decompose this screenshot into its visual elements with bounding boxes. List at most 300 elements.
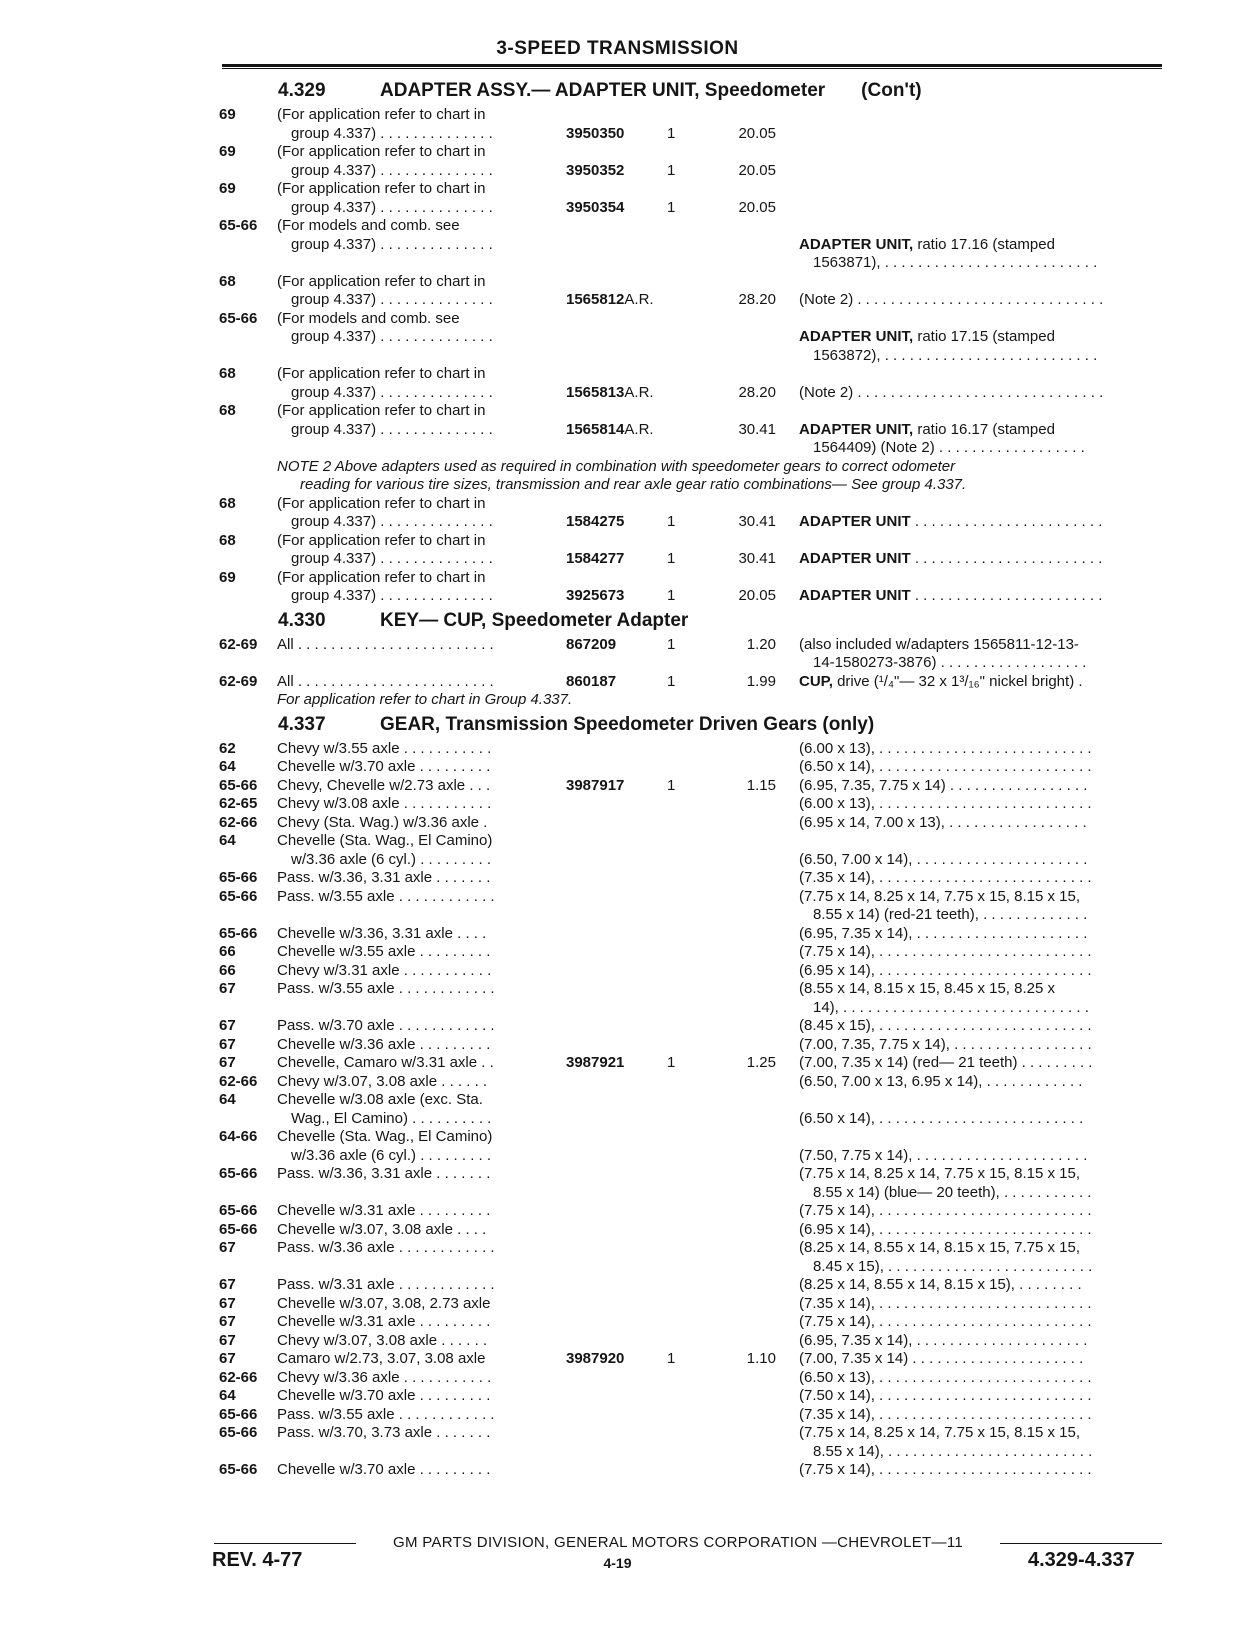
table-row (0, 217, 1235, 273)
table-row (0, 1350, 1235, 1369)
description-line: group 4.337) . . . . . . . . . . . . . . (291, 124, 493, 142)
description-line: (For application refer to chart in (277, 106, 486, 123)
description-line: Chevy (Sta. Wag.) w/3.36 axle . (277, 813, 488, 831)
description-line: (For application refer to chart in (277, 365, 486, 382)
application-description (277, 1369, 542, 1388)
application-description (277, 1461, 542, 1480)
part-detail: (7.35 x 14), . . . . . . . . . . . . . . . . . . . . . . . . . . (799, 1294, 1092, 1312)
part-description (799, 1036, 1161, 1055)
part-number (566, 421, 654, 440)
part-detail: (also included w/adapters 1565811-12-13- (799, 635, 1079, 653)
part-description-line (799, 1239, 1161, 1258)
description-line: Wag., El Camino) . . . . . . . . . . (291, 1109, 492, 1127)
group-title-text: ADAPTER ASSY.— ADAPTER UNIT, Speedometer (380, 80, 826, 101)
table-row (0, 962, 1235, 981)
part-number (566, 636, 616, 655)
part-detail: (6.00 x 13), . . . . . . . . . . . . . . . . . . . . . . . . . . (799, 795, 1092, 812)
model-years: 62-66 (219, 1072, 258, 1090)
part-detail: . . . . . . . . . . . . . . . . . . . . . . . (910, 513, 1103, 530)
part-description (799, 1461, 1161, 1480)
part-detail: (6.50 x 14), . . . . . . . . . . . . . . . . . . . . . . . . . . (799, 758, 1092, 775)
description-line: group 4.337) . . . . . . . . . . . . . . (291, 420, 493, 438)
part-description-line (799, 1165, 1161, 1184)
part-description-line (799, 636, 1161, 655)
model-years: 68 (219, 494, 236, 512)
model-years: 62 (219, 739, 236, 757)
part-description-line (799, 254, 1161, 273)
table-row (0, 532, 1235, 569)
group-heading (0, 710, 1235, 740)
part-detail: 1564409) (Note 2) . . . . . . . . . . . . . . . . . . (813, 439, 1085, 456)
part-detail: (6.95 x 14), . . . . . . . . . . . . . . . . . . . . . . . . . . (799, 1220, 1092, 1238)
part-detail: . . . . . . . . . . . . . . . . . . . . . . . (910, 550, 1103, 567)
application-description (277, 1295, 542, 1314)
table-row (0, 832, 1235, 869)
group-number: 4.329 (278, 80, 326, 101)
part-description-line (799, 347, 1161, 366)
model-years: 62-69 (219, 672, 258, 690)
group-suffix: (Con't) (861, 80, 922, 101)
list-price: 30.41 (738, 550, 776, 567)
part-description (799, 1165, 1161, 1202)
part-number-value: 3987917 (566, 776, 625, 794)
part-description-line (799, 654, 1161, 673)
part-description (799, 402, 1161, 458)
part-description-line (799, 1091, 1161, 1110)
model-years: 65-66 (219, 1461, 258, 1478)
description-line: (For application refer to chart in (277, 531, 486, 549)
application-description (277, 1406, 542, 1425)
application-description (277, 1221, 542, 1240)
table-row (0, 402, 1235, 458)
part-detail: (Note 2) . . . . . . . . . . . . . . . . . . . . . . . . . . . . . . (799, 383, 1104, 401)
description-line: Chevy w/3.07, 3.08 axle . . . . . . (277, 1331, 488, 1349)
description-line: Chevelle (Sta. Wag., El Camino) (277, 832, 493, 849)
part-detail: (Note 2) . . . . . . . . . . . . . . . . . . . . . . . . . . . . . . (799, 291, 1104, 308)
part-description (799, 636, 1161, 673)
part-number-value: 1565812 (566, 291, 625, 308)
part-description-line (799, 814, 1161, 833)
quantity: 1 (667, 513, 676, 530)
quantity: 1 (667, 1350, 676, 1367)
part-description (799, 1128, 1161, 1165)
list-price: 1.25 (746, 1054, 776, 1071)
part-description-line (799, 550, 1161, 569)
part-description (799, 1387, 1161, 1406)
part-detail: 8.55 x 14) (red-21 teeth), . . . . . . . . . . . . . (813, 906, 1088, 923)
table-row (0, 1295, 1235, 1314)
part-detail: 14), . . . . . . . . . . . . . . . . . . . . . . . . . . . . . . (813, 998, 1089, 1016)
part-description (799, 1295, 1161, 1314)
part-detail: 8.55 x 14) (blue— 20 teeth), . . . . . . . . . . . (813, 1183, 1092, 1201)
part-number (566, 513, 624, 532)
part-description (799, 962, 1161, 981)
part-name: ADAPTER UNIT (799, 513, 911, 530)
model-years: 69 (219, 568, 236, 586)
part-description-line (799, 1258, 1161, 1277)
application-description (277, 1054, 542, 1073)
part-description (799, 814, 1161, 833)
page-title: 3-SPEED TRANSMISSION (496, 38, 739, 59)
parts-list (0, 76, 1235, 1480)
table-row (0, 636, 1235, 673)
description-line: Chevelle w/3.70 axle . . . . . . . . . (277, 758, 491, 775)
application-description (277, 365, 542, 402)
quantity: 1 (667, 672, 676, 690)
application-description (277, 888, 542, 907)
part-description (799, 795, 1161, 814)
part-description-line (799, 851, 1161, 870)
quantity-as-required: A.R. (624, 291, 654, 308)
quantity: 1 (667, 587, 676, 604)
part-description-line (799, 1313, 1161, 1332)
part-description-line (799, 291, 1161, 310)
part-description (799, 980, 1161, 1017)
part-number-value: 1584275 (566, 513, 625, 530)
part-number (566, 199, 624, 218)
description-line: Pass. w/3.36, 3.31 axle . . . . . . . (277, 1165, 491, 1182)
description-line: group 4.337) . . . . . . . . . . . . . . (291, 383, 493, 401)
part-number-value: 3950350 (566, 124, 625, 142)
table-row (0, 777, 1235, 796)
application-description (277, 1202, 542, 1221)
description-line: Chevelle w/3.70 axle . . . . . . . . . (277, 1461, 491, 1478)
description-line: (For application refer to chart in (277, 180, 486, 197)
table-row (0, 1165, 1235, 1202)
application-description (277, 962, 542, 981)
model-years: 69 (219, 180, 236, 197)
part-number-value: 3987921 (566, 1054, 625, 1071)
table-row (0, 1128, 1235, 1165)
group-range: 4.329-4.337 (1028, 1549, 1135, 1571)
part-number (566, 125, 624, 144)
revision-label: REV. 4-77 (212, 1549, 303, 1571)
description-line: Chevy w/3.36 axle . . . . . . . . . . . (277, 1368, 492, 1386)
table-row (0, 795, 1235, 814)
part-description-line (799, 673, 1161, 692)
group-title (380, 714, 874, 736)
model-years: 62-69 (219, 635, 258, 653)
part-detail: (8.45 x 15), . . . . . . . . . . . . . . . . . . . . . . . . . . (799, 1017, 1092, 1034)
table-row (0, 1461, 1235, 1480)
table-row (0, 925, 1235, 944)
model-years: 64 (219, 832, 236, 849)
part-detail: (7.75 x 14, 8.25 x 14, 7.75 x 15, 8.15 x 15, (799, 1424, 1081, 1441)
part-detail: (7.75 x 14), . . . . . . . . . . . . . . . . . . . . . . . . . . (799, 1202, 1092, 1219)
quantity: 1 (667, 776, 676, 794)
note-line: NOTE 2 Above adapters used as required in combination with speedometer gears to correct odometer (277, 457, 956, 475)
description-line: Chevelle w/3.31 axle . . . . . . . . . (277, 1313, 491, 1330)
part-detail: 14-1580273-3876) . . . . . . . . . . . . . . . . . . (813, 654, 1087, 671)
part-description-line (799, 421, 1161, 440)
part-description (799, 1406, 1161, 1425)
part-description-line (799, 495, 1161, 514)
table-row (0, 569, 1235, 606)
description-line: group 4.337) . . . . . . . . . . . . . . (291, 198, 493, 216)
part-description (799, 273, 1161, 310)
description-line: Chevy, Chevelle w/2.73 axle . . . (277, 776, 491, 794)
footer-publisher: GM PARTS DIVISION, GENERAL MOTORS CORPORATION —CHEVROLET—11 (392, 1534, 963, 1551)
part-name: CUP, (799, 672, 833, 690)
description-line: Pass. w/3.55 axle . . . . . . . . . . . . (277, 887, 495, 905)
part-description-line (799, 513, 1161, 532)
application-description (277, 402, 542, 439)
model-years: 64-66 (219, 1128, 258, 1145)
part-description (799, 1054, 1161, 1073)
model-years: 65-66 (219, 924, 258, 942)
quantity: 1 (667, 550, 676, 567)
model-years: 65-66 (219, 1405, 258, 1423)
model-years: 62-66 (219, 1368, 258, 1386)
part-detail: (6.95, 7.35, 7.75 x 14) . . . . . . . . . . . . . . . . . (799, 776, 1088, 794)
application-description (277, 1313, 542, 1332)
table-row (0, 273, 1235, 310)
application-description (277, 925, 542, 944)
application-description (277, 1036, 542, 1055)
application-description (277, 673, 542, 692)
list-price: 30.41 (738, 420, 776, 438)
description-line: Pass. w/3.55 axle . . . . . . . . . . . . (277, 980, 495, 997)
part-detail: ratio 16.17 (stamped (913, 420, 1055, 438)
part-description (799, 777, 1161, 796)
quantity-as-required: A.R. (624, 383, 654, 401)
part-description-line (799, 925, 1161, 944)
part-number-value: 3925673 (566, 587, 625, 604)
part-description-line (799, 1350, 1161, 1369)
part-description-line (799, 1443, 1161, 1462)
table-row (0, 1221, 1235, 1240)
list-price: 20.05 (738, 587, 776, 604)
part-description-line (799, 999, 1161, 1018)
description-line: Pass. w/3.36, 3.31 axle . . . . . . . (277, 869, 491, 886)
application-description (277, 832, 542, 869)
description-line: Chevelle w/3.36 axle . . . . . . . . . (277, 1035, 491, 1053)
description-line: group 4.337) . . . . . . . . . . . . . . (291, 513, 493, 530)
description-line: group 4.337) . . . . . . . . . . . . . . (291, 587, 493, 604)
part-description-line (799, 943, 1161, 962)
part-description (799, 1239, 1161, 1276)
part-detail: (7.35 x 14), . . . . . . . . . . . . . . . . . . . . . . . . . . (799, 1405, 1092, 1423)
description-line: (For models and comb. see (277, 309, 460, 327)
part-detail: (7.50, 7.75 x 14), . . . . . . . . . . . . . . . . . . . . . (799, 1146, 1088, 1164)
model-years: 68 (219, 531, 236, 549)
part-number (566, 1054, 624, 1073)
application-description (277, 795, 542, 814)
table-row (0, 1091, 1235, 1128)
part-description-line (799, 832, 1161, 851)
description-line: Pass. w/3.70, 3.73 axle . . . . . . . (277, 1424, 491, 1441)
part-number (566, 777, 624, 796)
part-description-line (799, 365, 1161, 384)
part-detail: (7.75 x 14, 8.25 x 14, 7.75 x 15, 8.15 x 15, (799, 1165, 1081, 1182)
part-description-line (799, 1369, 1161, 1388)
table-row (0, 310, 1235, 366)
part-description-line (799, 328, 1161, 347)
quantity: 1 (667, 161, 676, 179)
part-description-line (799, 1387, 1161, 1406)
table-row (0, 980, 1235, 1017)
part-detail: drive (¹/₄"— 32 x 1³/₁₆" nickel bright) . (832, 672, 1083, 690)
part-detail: (8.25 x 14, 8.55 x 14, 8.15 x 15), . . . . . . . . (799, 1276, 1082, 1293)
part-description-line (799, 795, 1161, 814)
part-detail: (7.75 x 14), . . . . . . . . . . . . . . . . . . . . . . . . . . (799, 1313, 1092, 1330)
description-line: Chevy w/3.07, 3.08 axle . . . . . . (277, 1072, 488, 1090)
part-description (799, 925, 1161, 944)
part-description (799, 1017, 1161, 1036)
part-description (799, 888, 1161, 925)
model-years: 68 (219, 272, 236, 290)
part-number (566, 291, 654, 310)
part-description-line (799, 402, 1161, 421)
table-row (0, 1239, 1235, 1276)
description-line: Chevelle w/3.36, 3.31 axle . . . . (277, 924, 487, 942)
part-detail: . . . . . . . . . . . . . . . . . . . . . . . (910, 587, 1103, 604)
description-line: Pass. w/3.36 axle . . . . . . . . . . . . (277, 1239, 495, 1256)
part-detail: (7.35 x 14), . . . . . . . . . . . . . . . . . . . . . . . . . . (799, 869, 1092, 886)
part-detail: (6.50 x 14), . . . . . . . . . . . . . . . . . . . . . . . . . (799, 1109, 1084, 1127)
description-line: (For application refer to chart in (277, 272, 486, 290)
part-description-line (799, 740, 1161, 759)
footer-rule-right (1000, 1543, 1162, 1544)
part-description-line (799, 758, 1161, 777)
part-description-line (799, 439, 1161, 458)
part-detail: (8.55 x 14, 8.15 x 15, 8.45 x 15, 8.25 x (799, 980, 1056, 997)
part-description (799, 1313, 1161, 1332)
model-years: 65-66 (219, 1220, 258, 1238)
part-description-line (799, 1128, 1161, 1147)
part-number (566, 550, 624, 569)
model-years: 64 (219, 1091, 236, 1108)
table-row (0, 758, 1235, 777)
application-description (277, 636, 542, 655)
table-row (0, 1406, 1235, 1425)
model-years: 67 (219, 1035, 236, 1053)
part-name: ADAPTER UNIT (799, 587, 911, 604)
part-number-value: 3950352 (566, 161, 625, 179)
model-years: 67 (219, 1294, 236, 1312)
model-years: 65-66 (219, 776, 258, 794)
part-description-line (799, 1036, 1161, 1055)
part-description-line (799, 1406, 1161, 1425)
description-line: All . . . . . . . . . . . . . . . . . . . . . . . . (277, 635, 494, 653)
part-description (799, 1091, 1161, 1128)
model-years: 62-66 (219, 813, 258, 831)
part-detail: 8.55 x 14), . . . . . . . . . . . . . . . . . . . . . . . . . (813, 1442, 1093, 1460)
list-price: 1.20 (746, 635, 776, 653)
application-description (277, 1091, 542, 1128)
part-detail: (6.95 x 14), . . . . . . . . . . . . . . . . . . . . . . . . . . (799, 961, 1092, 979)
model-years: 67 (219, 1017, 236, 1034)
part-description (799, 532, 1161, 569)
part-description-line (799, 1202, 1161, 1221)
part-description (799, 1332, 1161, 1351)
table-row (0, 1387, 1235, 1406)
part-number-value: 3950354 (566, 198, 625, 216)
application-description (277, 1387, 542, 1406)
description-line: Pass. w/3.31 axle . . . . . . . . . . . . (277, 1276, 495, 1293)
description-line: group 4.337) . . . . . . . . . . . . . . (291, 291, 493, 308)
table-row (0, 180, 1235, 217)
list-price: 20.05 (738, 161, 776, 179)
group-title (380, 80, 922, 102)
part-description (799, 1369, 1161, 1388)
application-description (277, 1073, 542, 1092)
description-line: (For models and comb. see (277, 217, 460, 234)
application-description (277, 758, 542, 777)
part-description-line (799, 273, 1161, 292)
application-description (277, 1276, 542, 1295)
model-years: 68 (219, 402, 236, 419)
model-years: 65-66 (219, 217, 258, 234)
description-line: All . . . . . . . . . . . . . . . . . . . . . . . . (277, 672, 494, 690)
description-line: Pass. w/3.55 axle . . . . . . . . . . . . (277, 1405, 495, 1423)
table-row (0, 495, 1235, 532)
part-number (566, 162, 624, 181)
part-number (566, 673, 616, 692)
part-description-line (799, 962, 1161, 981)
table-row (0, 1424, 1235, 1461)
application-description (277, 1350, 542, 1369)
table-row (0, 869, 1235, 888)
part-detail: (6.95 x 14, 7.00 x 13), . . . . . . . . . . . . . . . . . (799, 813, 1087, 831)
list-price: 1.15 (746, 776, 776, 794)
part-name: ADAPTER UNIT, (799, 420, 914, 438)
application-description (277, 1128, 542, 1165)
list-price: 1.10 (746, 1350, 776, 1367)
group-number: 4.337 (278, 713, 326, 735)
quantity-as-required: A.R. (624, 420, 654, 438)
part-description-line (799, 1332, 1161, 1351)
part-detail: 1563871), . . . . . . . . . . . . . . . . . . . . . . . . . . (813, 254, 1098, 271)
part-detail: (8.25 x 14, 8.55 x 14, 8.15 x 15, 7.75 x 15, (799, 1239, 1081, 1256)
list-price: 30.41 (738, 513, 776, 530)
model-years: 66 (219, 961, 236, 979)
part-description (799, 1424, 1161, 1461)
description-line: Chevelle w/3.07, 3.08, 2.73 axle (277, 1294, 491, 1312)
description-line: Chevy w/3.55 axle . . . . . . . . . . . (277, 739, 492, 757)
application-description (277, 1165, 542, 1184)
application-description (277, 980, 542, 999)
model-years: 65-66 (219, 869, 258, 886)
model-years: 64 (219, 1387, 236, 1404)
model-years: 65-66 (219, 1424, 258, 1441)
description-line: Chevelle w/3.07, 3.08 axle . . . . (277, 1220, 487, 1238)
part-description-line (799, 1147, 1161, 1166)
part-number (566, 587, 624, 606)
part-description (799, 673, 1161, 692)
part-description (799, 740, 1161, 759)
note-line: reading for various tire sizes, transmission and rear axle gear ratio combinations— See group 4.337. (300, 476, 967, 493)
part-description-line (799, 980, 1161, 999)
part-description (799, 365, 1161, 402)
application-description (277, 1239, 542, 1258)
description-line: Chevelle w/3.08 axle (exc. Sta. (277, 1091, 483, 1108)
table-row (0, 888, 1235, 925)
note-block (0, 691, 1235, 710)
model-years: 65-66 (219, 1165, 258, 1182)
application-description (277, 217, 542, 254)
description-line: (For application refer to chart in (277, 143, 486, 160)
description-line: w/3.36 axle (6 cyl.) . . . . . . . . . (291, 1146, 492, 1164)
model-years: 67 (219, 1276, 236, 1293)
application-description (277, 1017, 542, 1036)
application-description (277, 943, 542, 962)
model-years: 62-65 (219, 795, 258, 812)
model-years: 67 (219, 1350, 236, 1367)
part-number-value: 867209 (566, 635, 617, 653)
model-years: 65-66 (219, 309, 258, 327)
part-description (799, 1276, 1161, 1295)
